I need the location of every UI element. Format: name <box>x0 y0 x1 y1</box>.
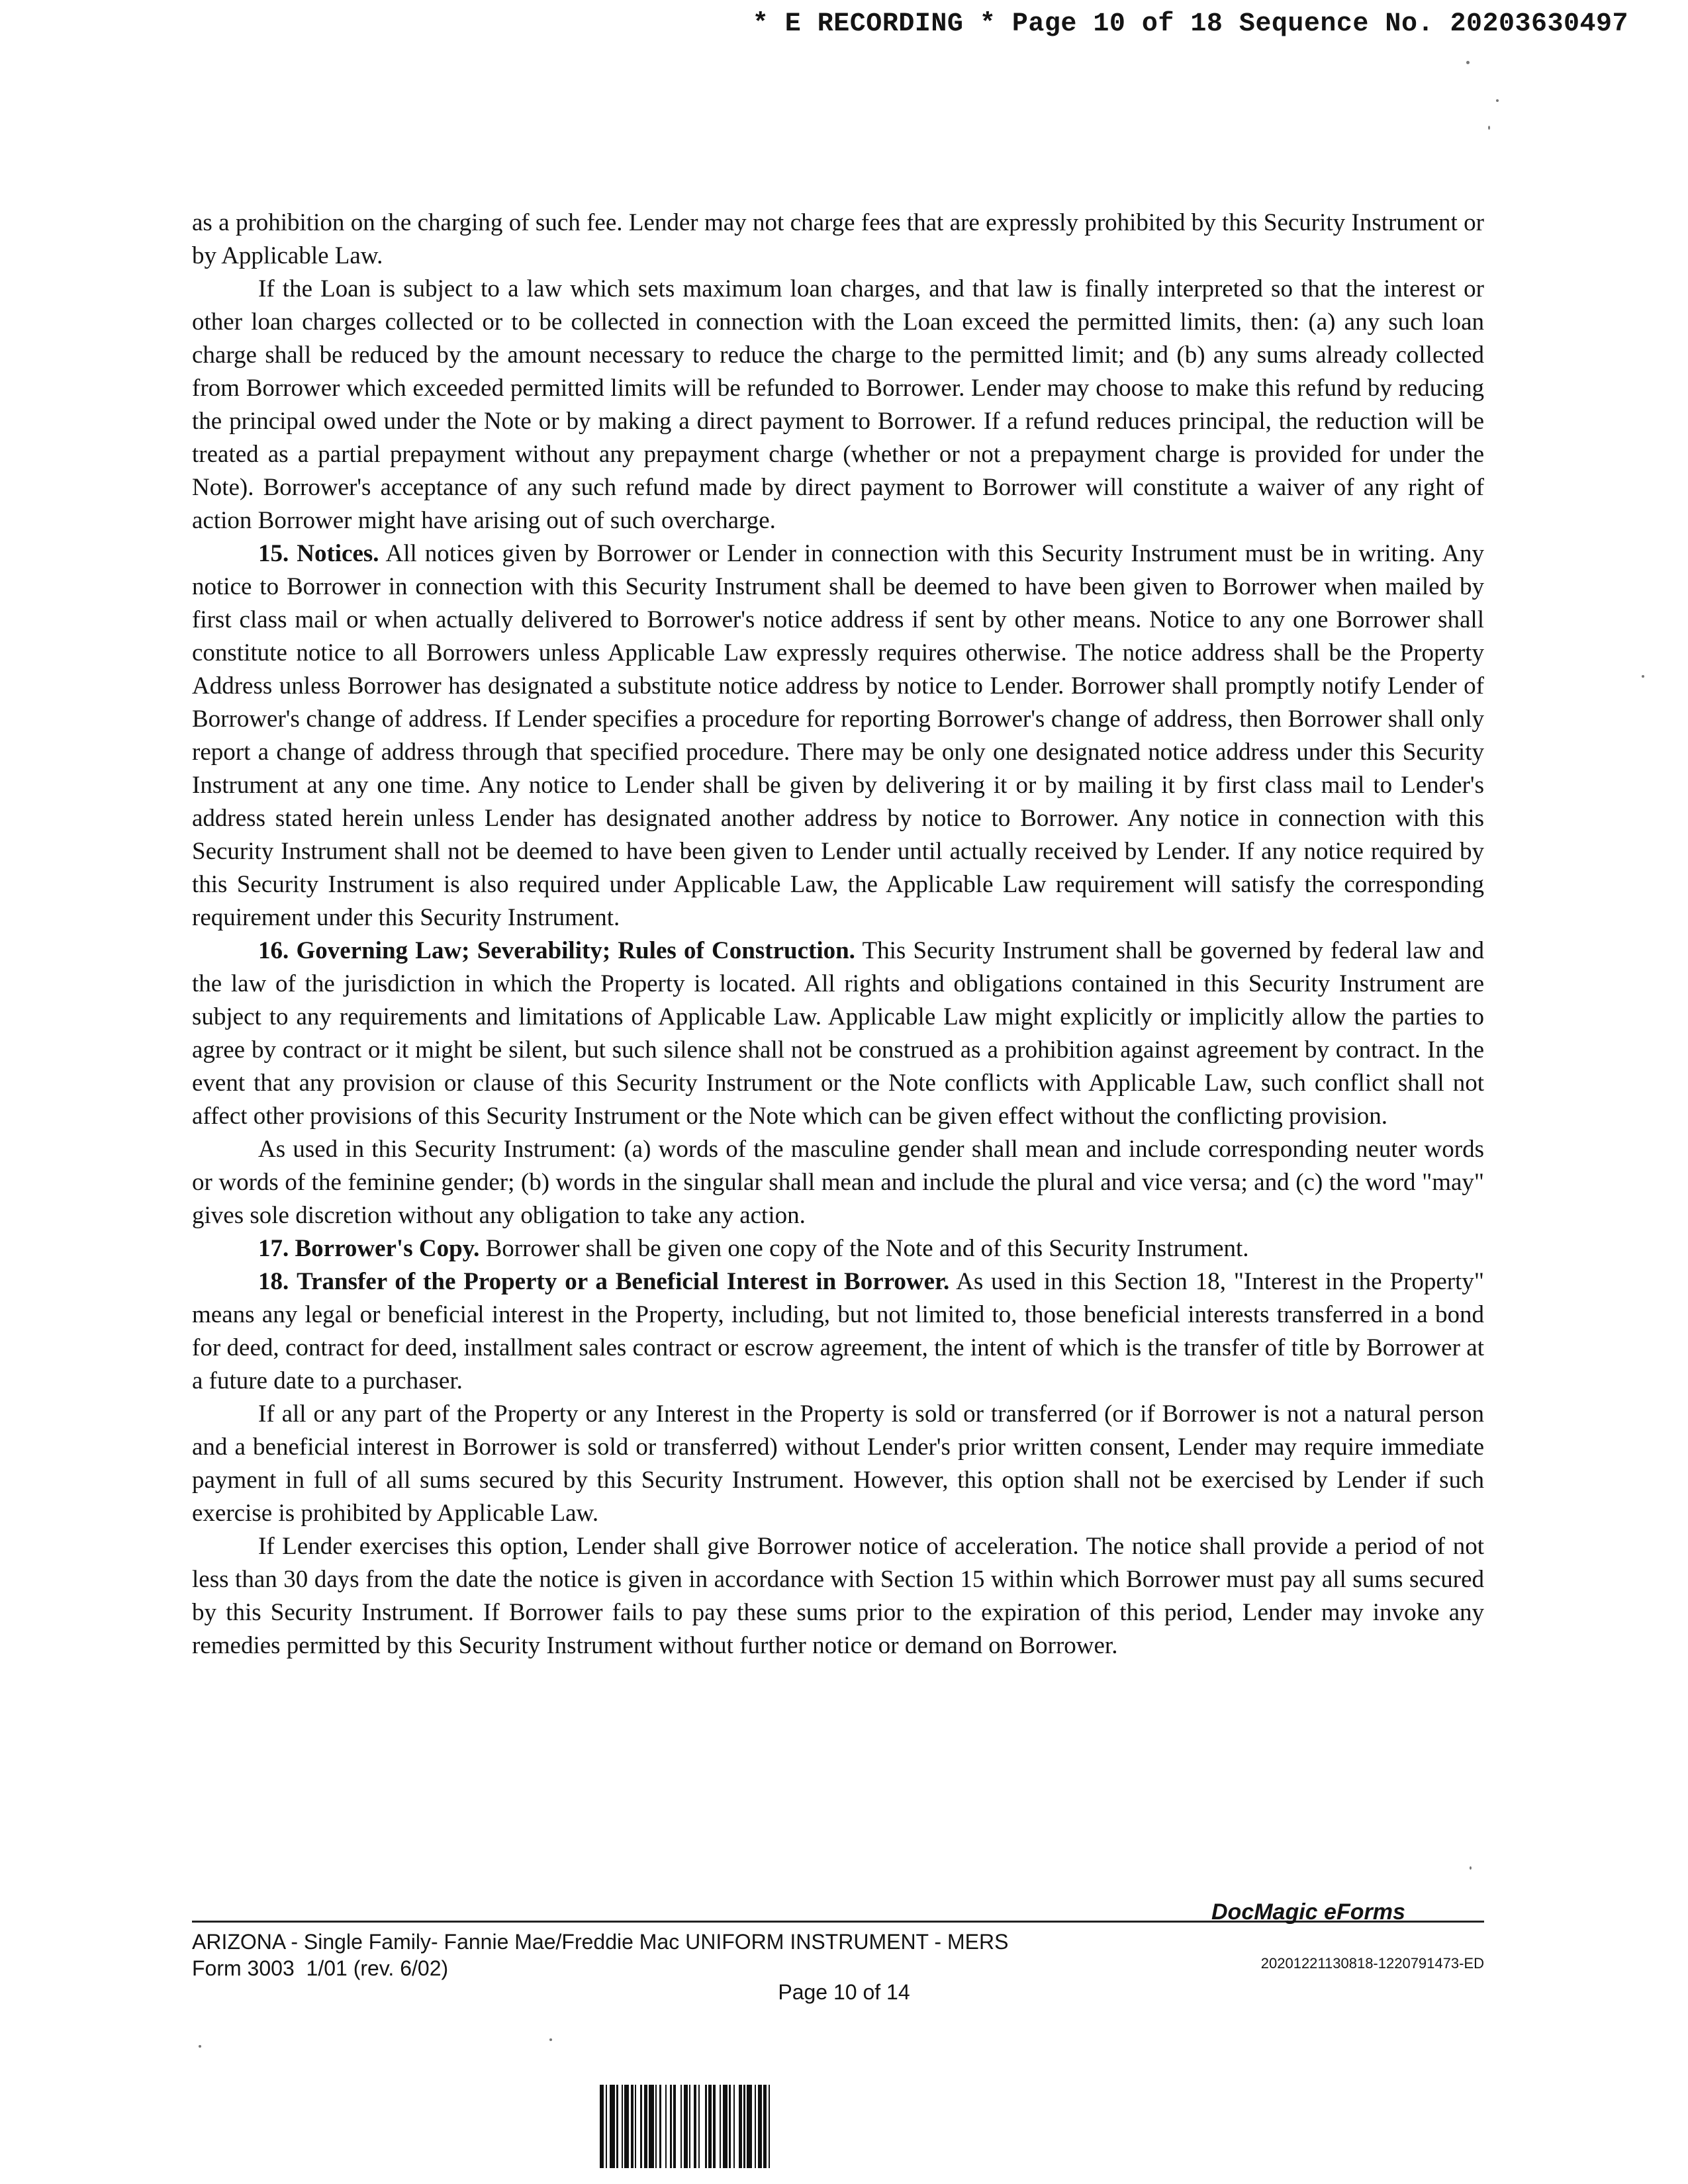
paragraph-construction-rules <box>192 1133 1484 1232</box>
scan-speck <box>549 2038 552 2041</box>
paragraph-continuation <box>192 206 1484 273</box>
docmagic-brand: DocMagic eForms <box>1211 1899 1405 1925</box>
scan-speck <box>1496 99 1499 102</box>
paragraph-text: All notices given by Borrower or Lender in connection with this Security Instrument must be in writing. Any notice to Borrower in connection with this Security Instrument shall be deemed to have been given to Borrower when mailed by first class mail or when actually delivered to Borrower's notice address if sent by other means. Notice to any one Borrower shall constitute notice to all Borrowers unless Applicable Law expressly requires otherwise. The notice address shall be the Property Address unless Borrower has designated a substitute notice address by notice to Lender. Borrower shall promptly notify Lender of Borrower's change of address. If Lender specifies a procedure for reporting Borrower's change of address, then Borrower shall only report a change of address through that specified procedure. There may be only one designated notice address under this Security Instrument at any one time. Any notice to Lender shall be given by delivering it or by mailing it by first class mail to Lender's address stated herein unless Lender has designated another address by notice to Borrower. Any notice in connection with this Security Instrument shall not be deemed to have been given to Lender until actually received by Lender. If any notice required by this Security Instrument is also required under Applicable Law, the Applicable Law requirement will satisfy the corresponding requirement under this Security Instrument. <box>192 540 1484 931</box>
form-number: Form 3003 1/01 (rev. 6/02) <box>192 1956 449 1980</box>
barcode-bar <box>610 2085 615 2168</box>
section-title: Borrower's Copy. <box>295 1235 480 1262</box>
barcode-bar <box>747 2085 752 2168</box>
form-title: ARIZONA - Single Family- Fannie Mae/Freddie Mac UNIFORM INSTRUMENT - MERS <box>192 1930 1009 1954</box>
section-16-governing-law <box>192 934 1484 1133</box>
scan-speck <box>199 2045 201 2048</box>
barcode <box>600 2085 1083 2168</box>
document-body <box>192 206 1484 1662</box>
document-code: 20201221130818-1220791473-ED <box>1260 1955 1484 1972</box>
scan-speck <box>1466 61 1470 64</box>
paragraph-text: As used in this Section 18, "Interest in the Property" means any legal or beneficial interest in the Property, including, but not limited to, those beneficial interests transferred in a bond for deed, contract for deed, installment sales contract or escrow agreement, the intent of which is the transfer of title by Borrower at a future date to a purchaser. <box>192 1268 1485 1394</box>
paragraph-text: If all or any part of the Property or any Interest in the Property is sold or transferred (or if Borrower is not a natural person and a beneficial interest in Borrower is sold or transferred) without Lender's prior written consent, Lender may require immediate payment in full of all sums secured by this Security Instrument. However, this option shall not be exercised by Lender if such exercise is prohibited by Applicable Law. <box>192 1400 1484 1527</box>
footer-form-info <box>192 1929 1008 1981</box>
section-title: Notices. <box>297 540 379 567</box>
barcode-bar <box>649 2085 654 2168</box>
section-title: Governing Law; Severability; Rules of Construction. <box>296 937 855 964</box>
paragraph-text: This Security Instrument shall be governed by federal law and the law of the jurisdiction in which the Property is located. All rights and obligations contained in this Security Instrument are subject to any requirements and limitations of Applicable Law. Applicable Law might explicitly or implicitly allow the parties to agree by contract or it might be silent, but such silence shall not be construed as a prohibition against agreement by contract. In the event that any provision or clause of this Security Instrument or the Note conflicts with Applicable Law, such conflict shall not affect other provisions of this Security Instrument or the Note which can be given effect without the conflicting provision. <box>192 937 1485 1130</box>
scan-speck <box>1488 126 1490 130</box>
scan-speck <box>1642 675 1644 678</box>
barcode-bar <box>723 2085 727 2168</box>
section-15-notices <box>192 537 1484 934</box>
barcode-bar <box>700 2085 705 2168</box>
paragraph-text: as a prohibition on the charging of such fee. Lender may not charge fees that are expressly prohibited by this Security Instrument or by Applicable Law. <box>192 209 1484 269</box>
section-number: 17. <box>258 1235 289 1262</box>
barcode-bar <box>624 2085 629 2168</box>
paragraph-sale-transfer <box>192 1398 1484 1530</box>
paragraph-text: If Lender exercises this option, Lender shall give Borrower notice of acceleration. The notice shall provide a period of not less than 30 days from the date the notice is given in accordance with Section 15 within which Borrower must pay all sums secured by this Security Instrument. If Borrower fails to pay these sums prior to the expiration of this period, Lender may invoke any remedies permitted by this Security Instrument without further notice or demand on Borrower. <box>192 1533 1484 1659</box>
recording-header: * E RECORDING * Page 10 of 18 Sequence No. 20203630497 <box>752 9 1628 39</box>
section-18-transfer <box>192 1265 1484 1398</box>
paragraph-text: As used in this Security Instrument: (a) words of the masculine gender shall mean and include corresponding neuter words or words of the feminine gender; (b) words in the singular shall mean and include the plural and vice versa; and (c) the word "may" gives sole discretion without any obligation to take any action. <box>192 1136 1484 1229</box>
section-number: 18. <box>258 1268 289 1295</box>
section-17-borrowers-copy <box>192 1232 1484 1265</box>
paragraph-acceleration <box>192 1530 1484 1662</box>
paragraph-text: If the Loan is subject to a law which sets maximum loan charges, and that law is finally interpreted so that the interest or other loan charges collected or to be collected in connection with the Loan exceed the permitted limits, then: (a) any such loan charge shall be reduced by the amount necessary to reduce the charge to the permitted limit; and (b) any sums already collected from Borrower which exceeded permitted limits will be refunded to Borrower. Lender may choose to make this refund by reducing the principal owed under the Note or by making a direct payment to Borrower. If a refund reduces principal, the reduction will be treated as a partial prepayment without any prepayment charge (whether or not a prepayment charge is provided for under the Note). Borrower's acceptance of any such refund made by direct payment to Borrower will constitute a waiver of any right of action Borrower might have arising out of such overcharge. <box>192 275 1484 534</box>
barcode-bar <box>676 2085 680 2168</box>
section-number: 15. <box>258 540 289 567</box>
page-number: Page 10 of 14 <box>778 1980 910 2004</box>
barcode-bar <box>770 2085 773 2168</box>
section-title: Transfer of the Property or a Beneficial Interest in Borrower. <box>297 1268 950 1295</box>
section-number: 16. <box>258 937 289 964</box>
paragraph-loan-charges <box>192 273 1484 537</box>
paragraph-text: Borrower shall be given one copy of the Note and of this Security Instrument. <box>485 1235 1249 1262</box>
scan-speck <box>1470 1866 1472 1870</box>
